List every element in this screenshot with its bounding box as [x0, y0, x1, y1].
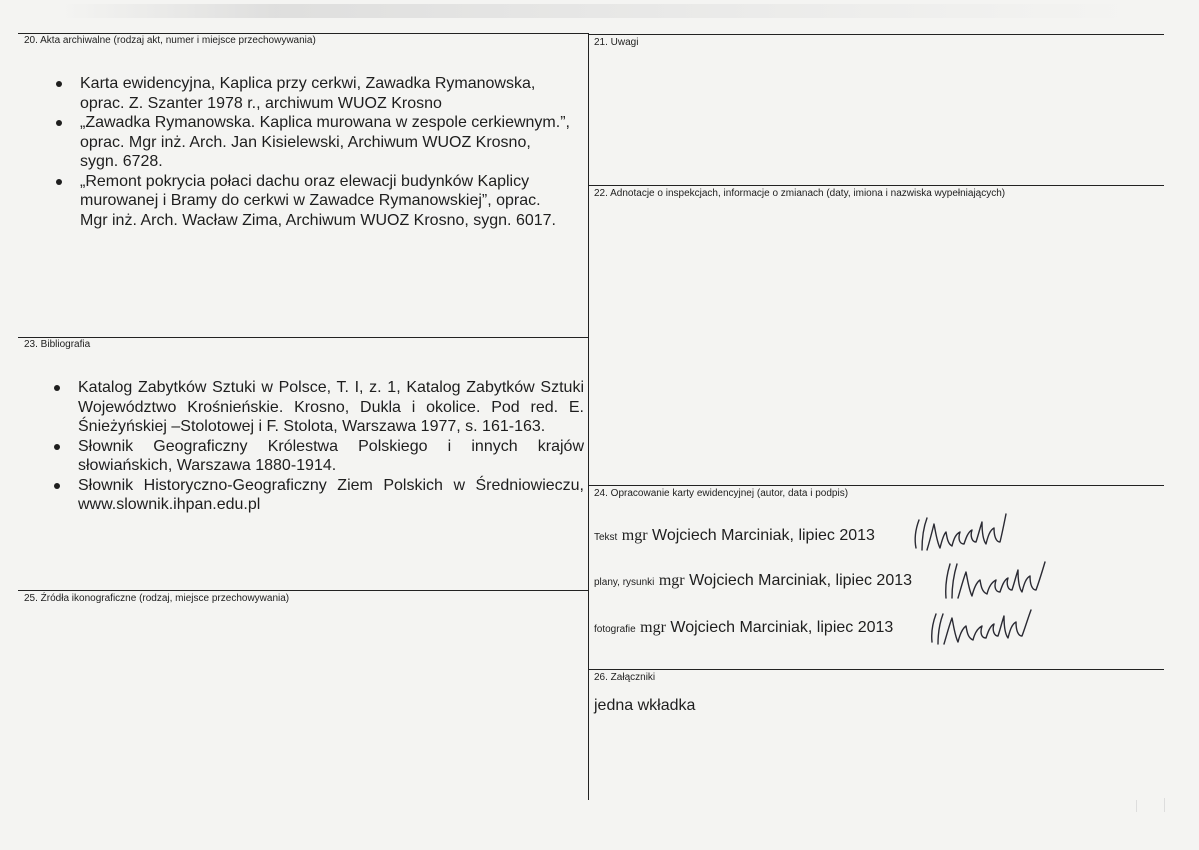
- scan-smudge: [60, 4, 1140, 18]
- credit-title: mgr: [621, 527, 648, 544]
- annotations-label: 22. Adnotacje o inspekcjach, informacje o zmianach (daty, imiona i nazwiska wypełniających): [594, 188, 1006, 199]
- rule-top-right: [588, 34, 1164, 35]
- credit-row-photos: [594, 619, 893, 637]
- list-item-text: Słownik Geograficzny Królestwa Polskiego i innych krajów słowiańskich, Warszawa 1880-1914.: [78, 437, 584, 474]
- bullet-icon: [56, 81, 62, 87]
- list-item: [50, 476, 584, 515]
- signature-image: [928, 604, 1038, 648]
- credit-role: Tekst: [594, 532, 618, 543]
- credit-title: mgr: [640, 619, 666, 636]
- credit-row-text: [594, 527, 875, 545]
- bullet-icon: [54, 483, 60, 489]
- attachments-label: 26. Załączniki: [594, 672, 656, 683]
- credit-role: fotografie: [594, 624, 636, 635]
- credit-text: Wojciech Marciniak, lipiec 2013: [670, 619, 894, 636]
- archival-label: 20. Akta archiwalne (rodzaj akt, numer i miejsce przechowywania): [24, 35, 316, 46]
- credit-row-plans: [594, 572, 912, 590]
- remarks-label: 21. Uwagi: [594, 37, 639, 48]
- list-item: [52, 74, 572, 113]
- list-item: [52, 113, 572, 172]
- list-item-text: „Zawadka Rymanowska. Kaplica murowana w zespole cerkiewnym.”, oprac. Mgr inż. Arch. Jan Kisielewski, Archiwum WUOZ Krosno, sygn. 6728.: [80, 114, 570, 170]
- bibliography-list: [50, 378, 584, 515]
- list-item: [50, 378, 584, 437]
- iconographic-label: 25. Źródła ikonograficzne (rodzaj, miejsce przechowywania): [24, 593, 290, 604]
- list-item: [52, 172, 572, 231]
- rule-26: [588, 669, 1164, 670]
- rule-24: [588, 485, 1164, 486]
- list-item: [50, 437, 584, 476]
- list-item-text: Słownik Historyczno-Geograficzny Ziem Polskich w Średniowieczu, www.slownik.ihpan.edu.pl: [78, 476, 584, 513]
- rule-22: [588, 185, 1164, 186]
- bibliography-label: 23. Bibliografia: [24, 339, 91, 350]
- scan-mark: [1136, 800, 1137, 812]
- bullet-icon: [54, 444, 60, 450]
- list-item-text: Karta ewidencyjna, Kaplica przy cerkwi, Zawadka Rymanowska, oprac. Z. Szanter 1978 r., archiwum WUOZ Krosno: [80, 75, 536, 112]
- credit-title: mgr: [658, 572, 685, 589]
- bullet-icon: [54, 385, 60, 391]
- rule-25: [18, 590, 588, 591]
- column-divider: [588, 33, 589, 800]
- bullet-icon: [56, 120, 62, 126]
- attachments-value: jedna wkładka: [594, 697, 696, 714]
- scan-mark: [1164, 798, 1165, 812]
- credit-text: Wojciech Marciniak, lipiec 2013: [689, 572, 913, 589]
- card-preparation-label: 24. Opracowanie karty ewidencyjnej (autor, data i podpis): [594, 488, 849, 499]
- bullet-icon: [56, 179, 62, 185]
- rule-23: [18, 337, 588, 338]
- credit-text: Wojciech Marciniak, lipiec 2013: [652, 527, 875, 544]
- signature-image: [910, 510, 1010, 556]
- list-item-text: „Remont pokrycia połaci dachu oraz elewacji budynków Kaplicy murowanej i Bramy do cerkwi w Zawadce Rymanowskiej”, oprac. Mgr inż. Arch. Wacław Zima, Archiwum WUOZ Krosno, sygn. 6017.: [80, 172, 556, 229]
- signature-image: [942, 556, 1052, 602]
- rule-top-left: [18, 33, 588, 34]
- archival-list: [52, 74, 572, 230]
- list-item-text: Katalog Zabytków Sztuki w Polsce, T. I, z. 1, Katalog Zabytków Sztuki Województwo Krośnieńskie. Krosno, Dukla i okolice. Pod red. E. Śnieżyńskiej –Stolotowej i F. Stolota, Warszawa 1977, s. 161-163.: [78, 379, 584, 435]
- credit-role: plany, rysunki: [594, 577, 655, 588]
